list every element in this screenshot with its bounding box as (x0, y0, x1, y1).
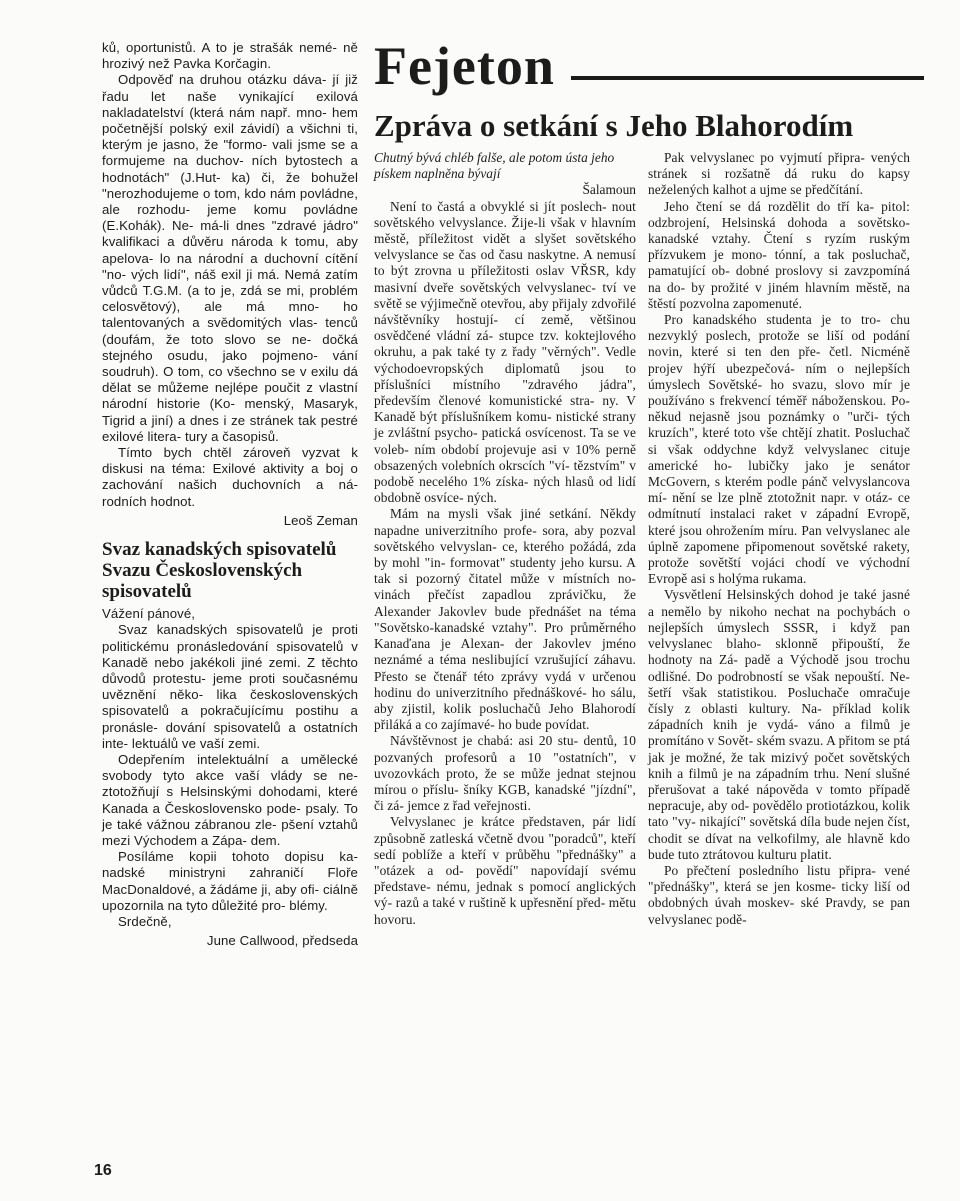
page-number: 16 (94, 1162, 112, 1179)
letter-paragraph-2: Odepřením intelektuální a umělecké svobody tyto akce vaší vlády se ne- ztotožňují s Helsinskými dohodami, které Kanada a Československo pode- psaly. To je také vážnou zábranou zle- pšení vztahů mezi Východem a Zápa- dem. (102, 751, 358, 848)
middle-paragraph-4: Velvyslanec je krátce představen, pár lidí způsobně zatleská včetně dvou "poradců", kteří sedí poblíže a kteří v průběhu "přednášky" a "otázek a od- povědí" napovídají svému představe- nému, jednak s pomocí anglických vý- razů a také v ruštině k upřesnění před- mětu hovoru. (374, 814, 636, 927)
left-paragraph-2: Odpověď na druhou otázku dáva- jí již řadu let naše vynikající exilová nakladatelství (která nám např. mno- hem početnější polský exil závidí) a všichni ti, kterým je jasno, že "formo- vali jsme se a formujeme na duchov- ních bytostech a hodnotách" (J.Hut- ka) či, že bohužel "nerozhodujeme o tom, kdo nám povládne, ale rozhodu- jeme komu povládne (E.Kohák). Ne- má-li dnes "zdravé jádro" kvalifikaci a důvěru národa k tomu, aby apelova- lo na národní a duchovní cítění "no- vých lidí", náš exil ji má. Nemá zatím vůdců T.G.M. (a to je, zdá se mi, problém celosvětový), ale má mno- ho talentovaných a svědomitých vlas- tenců (doufám, že toto slovo se ne- dočká stejného osudu, jako pojmeno- vání soudruh). O tom, co všechno se v exilu dá dělat se můžeme nejlépe poučit z vlastní národní historie (Ko- menský, Masaryk, Tigrid a jiní) a dnes i ze stránek tak pestré exilové litera- tury a časopisů. (102, 72, 358, 444)
right-paragraph-1: Pak velvyslanec po vyjmutí připra- vených stránek si rozšatně dá ruku do kapsy neželených kalhot a ujme se předčítání. (648, 150, 910, 198)
middle-column (374, 150, 636, 928)
header-rule (571, 76, 924, 80)
left-paragraph-3: Tímto bych chtěl zároveň vyzvat k diskusi na téma: Exilové aktivity a boj o zachování našich duchovních a ná- rodních hodnot. (102, 445, 358, 509)
left-paragraph-1: ků, oportunistů. A to je strašák nemé- ně hrozivý než Pavka Korčagin. (102, 40, 358, 72)
epigraph: Chutný bývá chléb falše, ale potom ústa jeho pískem naplněna bývají (374, 150, 615, 182)
section-header (374, 36, 934, 106)
letter-greeting: Vážení pánové, (102, 606, 196, 622)
headline: Zpráva o setkání s Jeho Blahorodím (374, 108, 854, 143)
right-paragraph-4: Vysvětlení Helsinských dohod je také jasné a nemělo by nikoho nechat na pochybách o nejlepších úmyslech SSSR, i když pan velvyslanec blaho- sklonně připouští, že hodnoty na Zá- padě a Východě jsou trochu odlišné. Do podrobností se však nepouští. Ne- šetří však statistikou. Posluchače omračuje čísly z oblasti kultury. Na- příklad kolik západních knih je vydá- váno a filmů je promítáno v Sovět- ském svazu. A přitom se ptá jak je možné, že tak mizivý počet sovětských knih a filmů je na západním trhu. Není slušné přerušovat a také nápověda v tomto případě nepracuje, aby od- povědělo protiotázkou, kolik tato "vy- nikající" sovětská díla bude nejen číst, chodit se dívat na velkofilmy, ale hlavně kdo bude tuto ztrátovou kulturu platit. (648, 587, 910, 862)
middle-paragraph-1: Není to častá a obvyklé si jít poslech- nout sovětského velvyslance. Žije-li však v hlavním městě, příležitost vidět a slyšet sovětského velvyslance se čas od času naskytne. A nemusí to být zrovna u příležitosti oslav VŘSR, kdy masivní dveře sovětských velvyslanec- tví ve světě se výjimečně otevřou, aby přijaly zdvořilé návštěvníky hostují- cí země, většinou osvědčené vládní zá- stupce tzv. koktejlového okruhu, a pak také ty z řady "věrných". Vedle východoevropských diplomatů jsou to příslušníci místního "zdravého jádra", především členové komunistické stra- ny. V Kanadě být příslušníkem komu- nistické strany je zvláštní psycho- patická osvícenost. Ta se ve voleb- ním období projevuje asi v 10% perně obsazených volebních okrscích "ví- tězstvím" v podobě necelého 1% získa- ných hlasů od lidí obdobně osvíce- ných. (374, 198, 636, 506)
section-title: Fejeton (374, 36, 555, 96)
right-paragraph-5: Po přečtení posledního listu připra- vené "přednášky", která se jen kosme- ticky liší od obdobných úvah moskev- ské Pravdy, se pan velvyslanec podě- (648, 862, 910, 927)
letter-paragraph-3: Posíláme kopii tohoto dopisu ka- nadské ministryni zahraničí Floře MacDonaldové, a žádáme ji, aby ofi- ciálně upozornila na tyto důležité pro- blémy. (102, 849, 358, 913)
letter-paragraph-1: Svaz kanadských spisovatelů je proti politickému pronásledování spisovatelů v Kanadě nebo jakékoli jiné zemi. Z těchto důvodů protestu- jeme proti současnému uvěznění něko- lika československých spisovatelů a pokračujícímu postihu a pronásle- dování spisovatelů a ostatních inte- lektuálů ve vaší zemi. (102, 622, 358, 751)
right-column (648, 150, 910, 928)
letter-heading: Svaz kanadských spisovatelů Svazu Československých spisovatelů (102, 539, 337, 603)
letter-closing: Srdečně, (118, 913, 172, 929)
article-signature: Leoš Zeman (283, 512, 358, 528)
middle-paragraph-2: Mám na mysli však jiné setkání. Někdy napadne univerzitního profe- sora, aby pozval sovětského velvyslan- ce, kterého požádá, zda by mohl "in- formovat" studenty jeho kursu. A tak si pozorný čitatel může v místních no- vinách přečíst zapadlou zprávičku, že Alexander Jakovlev bude přednášet na téma "Sovětsko-kanadské vztahy". Pro průměrného Kanaďana je Alexan- der Jakovlev jméno neznámé a téma neslibující vzrušující záhavu. Přesto se čtenář této zprávy vydá v určenou hodinu do univerzitního přednáškové- ho sálu, aby zjistil, kolik posluchačů Jeho Blahorodí přiláká a co zajímavé- ho bude povídat. (374, 506, 636, 733)
right-paragraph-2: Jeho čtení se dá rozdělit do tří ka- pitol: odzbrojení, Helsinská dohoda a sovětsko-kanadské vztahy. Čtení s ryzím ruským přízvukem je mono- tónní, a tak posluchač, pamatující ob- dobné proslovy si zavzpomíná na do- by prožité v jiném hlavním městě, na štěstí pozvolna zapomenuté. (648, 198, 910, 311)
middle-paragraph-3: Návštěvnost je chabá: asi 20 stu- dentů, 10 pozvaných profesorů a 10 "ostatních", v uvozovkách proto, že se může jednat stejnou mírou o příslu- šníky KGB, kanadské "jízdní", či zá- jemce z řad veřejnosti. (374, 733, 636, 814)
left-column (102, 40, 358, 955)
epigraph-author: Šalamoun (582, 182, 636, 198)
right-paragraph-3: Pro kanadského studenta je to tro- chu nezvyklý poslech, protože se liší od podání novin, které si ten den pře- četl. Nicméně projev hýří ubezpečová- ním o nejlepších úmyslech Sovětské- ho svazu, slovo mír je používáno s frekvencí téměř náboženskou. Po- někud nejasně jsou poznámky o "urči- tých kruzích", které toto vše chtějí zhatit. Posluchač si však oddychne když velvyslanec cituje americké ho- lubičky jako je senátor McGovern, s kterém podle pánč velvyslancova mí- nění se lze plně ztotožnit napr. v otáz- ce odmítnutí instalaci raket v západní Evropě, které jsou ohrožením míru. Pan velvyslanec ale úplně zapomene připomenout sovětské rakety, protože sovětští vojáci chodí ve východní Evropě asi s holýma rukama. (648, 312, 910, 587)
letter-signature: June Callwood, předseda (206, 933, 358, 949)
